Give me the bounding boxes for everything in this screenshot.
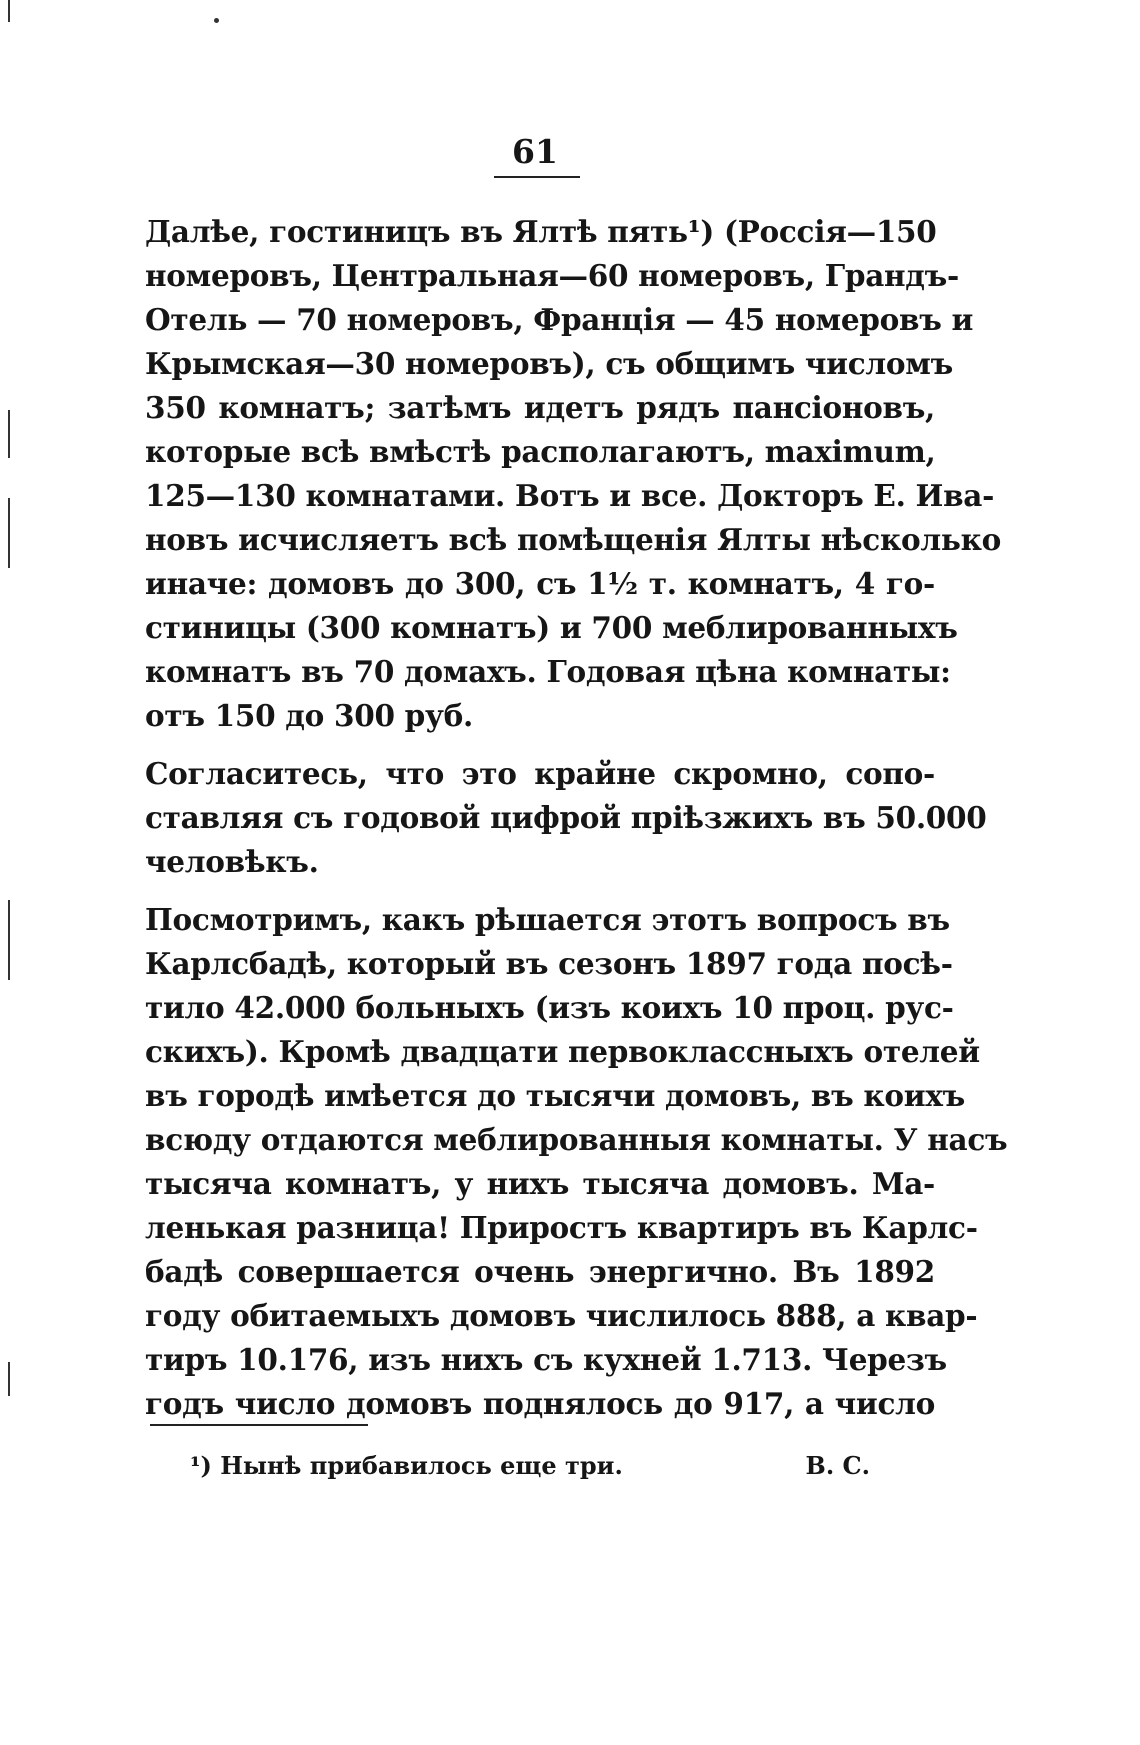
- scan-artifact-mark: [8, 0, 10, 22]
- footnote-text: ¹) Нынѣ прибавилось еще три.: [190, 1451, 623, 1480]
- text-line: тысяча комнатъ, у нихъ тысяча домовъ. Ма-: [145, 1166, 935, 1201]
- scan-artifact-mark: [214, 18, 219, 23]
- text-line: комнатъ въ 70 домахъ. Годовая цѣна комнаты:: [145, 654, 951, 689]
- paragraph: [145, 752, 987, 884]
- text-line: Посмотримъ, какъ рѣшается этотъ вопросъ въ: [145, 902, 950, 937]
- text-line: въ городѣ имѣется до тысячи домовъ, въ коихъ: [145, 1078, 965, 1113]
- text-line: номеровъ, Центральная—60 номеровъ, Грандъ-: [145, 258, 959, 293]
- paragraph: [145, 898, 1008, 1426]
- scan-artifact-mark: [8, 498, 10, 568]
- scan-artifact-mark: [8, 410, 10, 458]
- text-line: которые всѣ вмѣстѣ располагаютъ, maximum,: [145, 434, 936, 469]
- footnote-signature: В. С.: [805, 1451, 870, 1480]
- paragraph-gap: [145, 738, 935, 752]
- paragraph: [145, 210, 1001, 738]
- text-line: году обитаемыхъ домовъ числилось 888, а квар-: [145, 1298, 978, 1333]
- text-line: бадѣ совершается очень энергично. Въ 1892: [145, 1254, 935, 1289]
- text-line: тиръ 10.176, изъ нихъ съ кухней 1.713. Черезъ: [145, 1342, 947, 1377]
- footnote-separator: [150, 1424, 368, 1426]
- text-line: Согласитесь, что это крайне скромно, сопо-: [145, 756, 935, 791]
- text-line: человѣкъ.: [145, 844, 319, 879]
- scan-artifact-mark: [8, 900, 10, 980]
- paragraph-gap: [145, 884, 935, 898]
- text-line: 125—130 комнатами. Вотъ и все. Докторъ Е. Ива-: [145, 478, 995, 513]
- page-number-underline: [494, 176, 580, 178]
- text-line: тило 42.000 больныхъ (изъ коихъ 10 проц. рус-: [145, 990, 954, 1025]
- text-line: ленькая разница! Приростъ квартиръ въ Карлс-: [145, 1210, 978, 1245]
- text-line: скихъ). Кромѣ двадцати первоклассныхъ отелей: [145, 1034, 980, 1069]
- footnote: [190, 1448, 870, 1484]
- page-number: 61: [512, 132, 558, 171]
- text-line: иначе: домовъ до 300, съ 1½ т. комнатъ, 4 го-: [145, 566, 935, 601]
- text-line: Карлсбадѣ, который въ сезонъ 1897 года посѣ-: [145, 946, 953, 981]
- text-line: новъ исчисляетъ всѣ помѣщенія Ялты нѣсколько: [145, 522, 1001, 557]
- text-line: отъ 150 до 300 руб.: [145, 698, 473, 733]
- text-line: Крымская—30 номеровъ), съ общимъ числомъ: [145, 346, 953, 381]
- body-text: [145, 210, 1008, 1426]
- text-line: ставляя съ годовой цифрой пріѣзжихъ въ 50.000: [145, 800, 987, 835]
- text-line: 350 комнатъ; затѣмъ идетъ рядъ пансіоновъ,: [145, 390, 935, 425]
- text-line: Отель — 70 номеровъ, Франція — 45 номеровъ и: [145, 302, 974, 337]
- text-line: Далѣе, гостиницъ въ Ялтѣ пять¹) (Россія—150: [145, 214, 937, 249]
- text-line: годъ число домовъ поднялось до 917, а число: [145, 1386, 935, 1421]
- scan-artifact-mark: [8, 1362, 10, 1396]
- text-line: стиницы (300 комнатъ) и 700 меблированныхъ: [145, 610, 958, 645]
- text-line: всюду отдаются меблированныя комнаты. У насъ: [145, 1122, 1008, 1157]
